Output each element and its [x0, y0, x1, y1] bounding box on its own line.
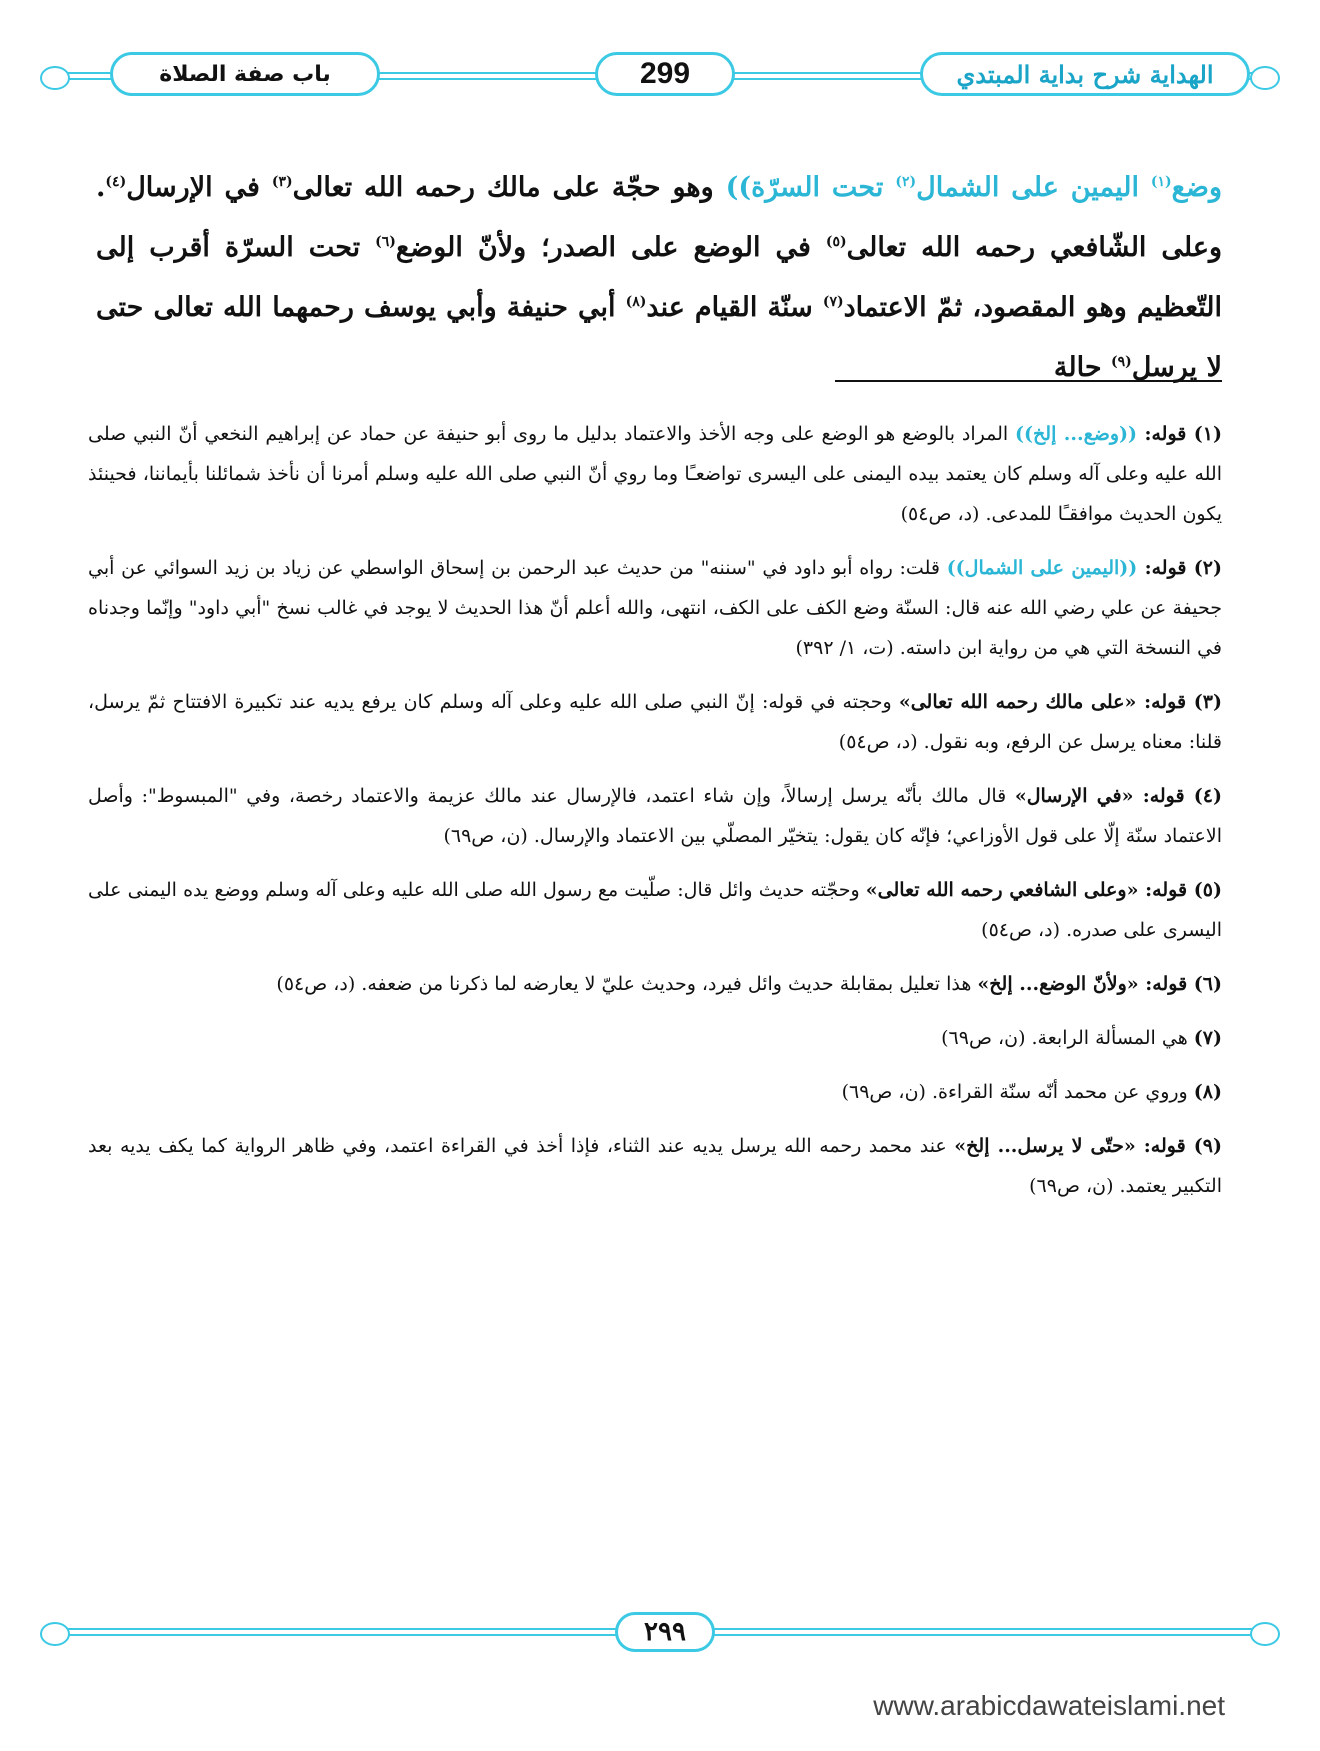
- main-seg-4: وهو حجّة على مالك رحمه الله تعالى: [292, 172, 726, 203]
- ref-7[interactable]: (٧): [822, 294, 844, 310]
- footnote-separator: [835, 380, 1222, 382]
- main-seg-3: تحت السرّة)): [725, 172, 896, 203]
- left-ornament-icon: [40, 1622, 70, 1646]
- ref-6[interactable]: (٦): [375, 234, 396, 250]
- footnote-5: [88, 870, 1222, 950]
- main-seg-10: أبي حنيفة وأبي يوسف رحمهما الله تعالى حتى لا يرسل: [96, 292, 1222, 383]
- footnote-2: [88, 548, 1222, 668]
- main-paragraph: [96, 158, 1222, 398]
- footnote-3: [88, 682, 1222, 762]
- footnote-body: المراد بالوضع هو الوضع على وجه الأخذ والاعتماد بدليل ما روى أبو حنيفة عن حماد عن إبراهيم النخعي أنّ النبي صلى الله عليه وعلى آله وسلم كان يعتمد بيده اليمنى على اليسرى تواضعـًا وما روي أنّ النبي صلى الله عليه وسلم أمرنا أن نأخذ شمائلنا بأيماننا، فحينئذ يكون الحديث موافقـًا للمدعى. (د، ص٥٤): [88, 423, 1222, 525]
- ref-5[interactable]: (٥): [825, 234, 847, 250]
- main-seg-9: سنّة القيام عند: [646, 292, 823, 323]
- footnote-body: هي المسألة الرابعة. (ن، ص٦٩): [941, 1027, 1194, 1049]
- footnote-number: (٣): [1193, 691, 1223, 713]
- ref-8[interactable]: (٨): [625, 294, 647, 310]
- main-text: [96, 158, 1222, 398]
- footnote-number: (٤): [1193, 785, 1222, 807]
- footnote-quote: «على مالك رحمه الله تعالى»: [898, 691, 1137, 713]
- footnote-quote: ((اليمين على الشمال)): [946, 557, 1138, 579]
- footnote-quote: ((وضع... إلخ)): [1015, 423, 1138, 445]
- footnote-quote: «حتّى لا يرسل... إلخ»: [954, 1135, 1136, 1157]
- footnote-body: قال مالك بأنّه يرسل إرسالاً، وإن شاء اعتمد، فالإرسال عند مالك عزيمة والاعتماد رخصة، وفي "المبسوط": وأصل الاعتماد سنّة إلّا على قول الأوزاعي؛ فإنّه كان يقول: يتخيّر المصلّي بين الاعتماد والإرسال. (ن، ص٦٩): [88, 785, 1222, 847]
- footnote-body: وحجته في قوله: إنّ النبي صلى الله عليه وعلى آله وسلم كان يرفع يديه عند تكبيرة الافتتاح ثمّ يرسل، قلنا: معناه يرسل عن الرفع، وبه نقول. (د، ص٥٤): [88, 691, 1222, 753]
- main-seg-8: تحت السرّة أقرب إلى التّعظيم وهو المقصود، ثمّ الاعتماد: [96, 232, 1222, 323]
- footnote-7: [88, 1018, 1222, 1058]
- page-footer: [40, 1610, 1280, 1660]
- footnote-4: [88, 776, 1222, 856]
- footnote-9: [88, 1126, 1222, 1206]
- footnote-6: [88, 964, 1222, 1004]
- right-ornament-icon: [1250, 66, 1280, 90]
- footnote-body: قلت: رواه أبو داود في "سننه" من حديث عبد الرحمن بن إسحاق الواسطي عن زياد بن زيد السوائي عن أبي جحيفة عن علي رضي الله عنه قال: السنّة وضع الكف على الكف، انتهى، والله أعلم أنّ هذا الحديث لا يوجد في غالب نسخ "أبي داود" وإنّما وجدناه في النسخة التي هي من رواية ابن داسته. (ت، ١/ ٣٩٢): [88, 557, 1222, 659]
- footnote-lead: قوله:: [1135, 1135, 1194, 1157]
- footnote-1: [88, 414, 1222, 534]
- ref-1[interactable]: (١): [1150, 174, 1172, 190]
- footnote-lead: قوله:: [1133, 785, 1194, 807]
- left-ornament-icon: [40, 66, 70, 90]
- footnote-quote: «ولأنّ الوضع... إلخ»: [977, 973, 1139, 995]
- footnote-8: [88, 1072, 1222, 1112]
- page-number-header: 299: [595, 52, 735, 96]
- ref-2[interactable]: (٢): [895, 174, 917, 190]
- footnote-lead: قوله:: [1137, 423, 1194, 445]
- main-seg-2: اليمين على الشمال: [916, 172, 1151, 203]
- ref-3[interactable]: (٣): [271, 174, 293, 190]
- footnote-lead: قوله:: [1138, 879, 1194, 901]
- main-seg-5: في الإرسال: [126, 172, 272, 203]
- footnote-lead: قوله:: [1137, 557, 1194, 579]
- main-seg-1: وضع: [1171, 172, 1222, 203]
- page-header: [40, 44, 1280, 114]
- footnote-number: (٩): [1193, 1135, 1222, 1157]
- footnote-number: (٧): [1193, 1027, 1222, 1049]
- right-ornament-icon: [1250, 1622, 1280, 1646]
- footnote-body: هذا تعليل بمقابلة حديث وائل فيرد، وحديث عليّ لا يعارضه لما ذكرنا من ضعفه. (د، ص٥٤): [276, 973, 978, 995]
- main-seg-7: في الوضع على الصدر؛ ولأنّ الوضع: [395, 232, 826, 263]
- footnote-number: (٦): [1193, 973, 1222, 995]
- footnote-quote: «في الإرسال»: [1014, 785, 1134, 807]
- footnote-body: وحجّته حديث وائل قال: صلّيت مع رسول الله صلى الله عليه وعلى آله وسلم ووضع يده اليمنى على اليسرى على صدره. (د، ص٥٤): [88, 879, 1222, 941]
- ref-4[interactable]: (٤): [105, 174, 127, 190]
- website-url[interactable]: www.arabicdawateislami.net: [873, 1690, 1225, 1721]
- footnote-lead: قوله:: [1138, 973, 1194, 995]
- footnotes: [88, 414, 1222, 1220]
- book-title: الهداية شرح بداية المبتدي: [920, 52, 1250, 96]
- page-number-footer: ٢٩٩: [615, 1612, 715, 1652]
- footnote-quote: «وعلى الشافعي رحمه الله تعالى»: [865, 879, 1139, 901]
- footnote-body: وروي عن محمد أنّه سنّة القراءة. (ن، ص٦٩): [841, 1081, 1194, 1103]
- footnote-lead: قوله:: [1136, 691, 1194, 713]
- footnote-number: (١): [1193, 423, 1222, 445]
- footnote-number: (٥): [1193, 879, 1222, 901]
- footnote-number: (٨): [1193, 1081, 1222, 1103]
- chapter-title: باب صفة الصلاة: [110, 52, 380, 96]
- main-seg-11: حالة: [1053, 352, 1111, 383]
- ref-9[interactable]: (٩): [1110, 354, 1132, 370]
- main-seg-6: . وعلى الشّافعي رحمه الله تعالى: [96, 172, 1222, 263]
- footnote-body: عند محمد رحمه الله يرسل يديه عند الثناء، فإذا أخذ في القراءة اعتمد، وفي ظاهر الرواية كما يكف يديه بعد التكبير يعتمد. (ن، ص٦٩): [88, 1135, 1222, 1197]
- footnote-number: (٢): [1193, 557, 1222, 579]
